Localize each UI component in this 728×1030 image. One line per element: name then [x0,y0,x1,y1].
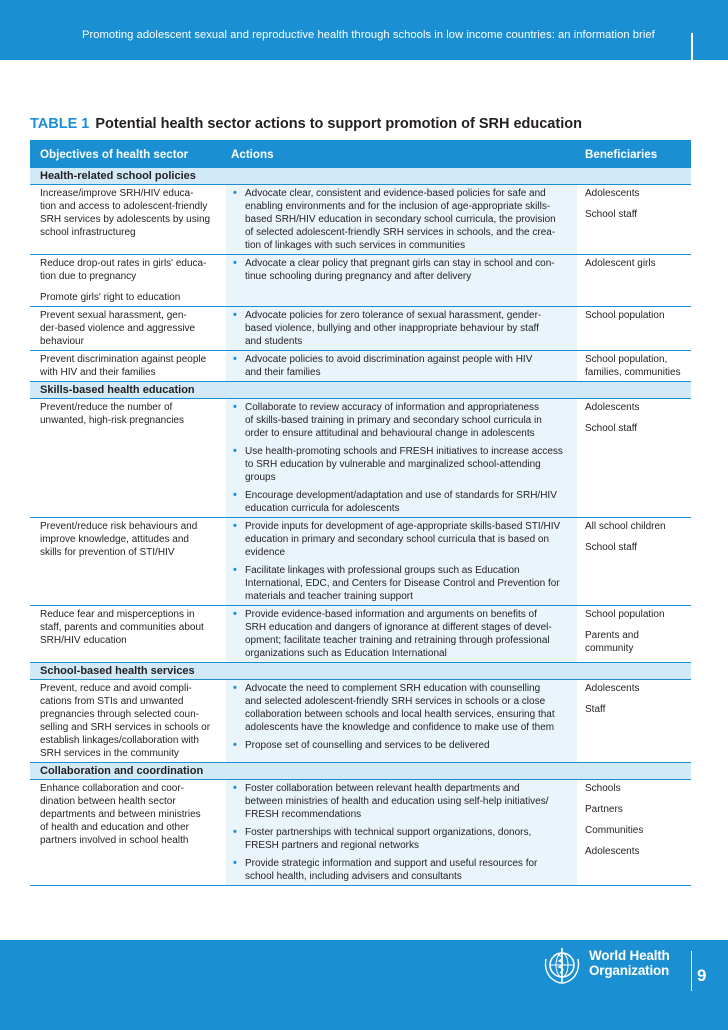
page-number: 9 [697,966,707,985]
section-heading: Collaboration and coordination [30,762,691,779]
action-line: and their families [245,367,321,378]
objective-line: SRH/HIV education [40,635,127,646]
table-row [30,254,691,306]
beneficiary: Adolescents [585,188,640,199]
beneficiaries-cell [577,351,691,381]
action-item [231,826,573,852]
bullet-icon: • [233,445,237,457]
footer-divider [691,951,692,991]
table-label: TABLE 1 [30,116,90,132]
objective-cell [30,307,226,350]
action-line: Collaborate to review accuracy of information and appropriateness [245,402,540,413]
action-text [245,782,573,821]
table-row [30,184,691,254]
beneficiaries-cell [577,307,691,350]
action-line: materials and teacher training support [245,591,413,602]
table-row [30,517,691,605]
bullet-icon: • [233,309,237,321]
action-line: education curricula for adolescents [245,503,400,514]
section-heading: School-based health services [30,662,691,679]
objective-line: Reduce fear and misperceptions in [40,609,195,620]
objective-line: with HIV and their families [40,367,156,378]
action-line: school health, including advisers and consultants [245,871,462,882]
actions-cell [226,255,577,306]
objective-line: staff, parents and communities about [40,622,204,633]
action-text [245,353,573,379]
who-emblem-icon [542,945,582,985]
table-bottom-rule [30,885,691,886]
action-line: Foster partnerships with technical support organizations, donors, [245,827,532,838]
beneficiaries-cell [577,255,691,306]
action-line: of skills-based training in primary and secondary school curricula in [245,415,542,426]
action-item [231,489,573,515]
action-line: organizations such as Education International [245,648,447,659]
table-body [30,167,691,885]
bullet-icon: • [233,257,237,269]
action-line: Advocate a clear policy that pregnant girls can stay in school and con- [245,258,555,269]
action-line: tinue schooling during pregnancy and after delivery [245,271,472,282]
objective-line: skills for prevention of STI/HIV [40,547,175,558]
action-line: Facilitate linkages with professional groups such as Education [245,565,520,576]
action-line: Provide evidence-based information and arguments on benefits of [245,609,537,620]
table-row [30,398,691,517]
action-line: between ministries of health and education using self-help initiatives/ [245,796,549,807]
objective-cell [30,185,226,254]
objective-line: SRH services in the community [40,748,179,759]
action-text [245,520,573,559]
action-item [231,782,573,821]
objective-line: of health and education and other [40,822,190,833]
beneficiaries-cell [577,399,691,517]
objective-line: Reduce drop-out rates in girls' educa- [40,258,207,269]
bullet-icon: • [233,782,237,794]
header-divider [691,33,693,60]
column-header-actions: Actions [231,148,274,161]
action-line: Use health-promoting schools and FRESH initiatives to increase access [245,446,563,457]
objective-cell [30,255,226,306]
objective-cell [30,780,226,885]
org-name [589,948,670,978]
objective-line: dination between health sector [40,796,176,807]
objective-line: Enhance collaboration and coor- [40,783,184,794]
beneficiaries-cell [577,680,691,762]
org-name-line-1: World Health [589,948,670,963]
beneficiary: Staff [585,704,606,715]
action-text [245,187,573,252]
beneficiary: School staff [585,209,638,220]
table-row [30,679,691,762]
action-item [231,564,573,603]
bullet-icon: • [233,520,237,532]
action-line: adolescents have the knowledge and confidence to make use of them [245,722,555,733]
action-text [245,826,573,852]
objective-cell [30,606,226,662]
objective-line: tion and access to adolescent-friendly [40,201,208,212]
beneficiary: Adolescents [585,402,640,413]
objective-cell [30,518,226,605]
actions-cell [226,518,577,605]
beneficiaries-cell [577,185,691,254]
table-caption [30,115,582,133]
objective-line: pregnancies through selected coun- [40,709,199,720]
objective-line: Prevent discrimination against people [40,354,207,365]
action-line: Advocate the need to complement SRH education with counselling [245,683,541,694]
beneficiary: Parents and community [585,630,639,654]
action-item [231,257,573,283]
objective-line: Prevent/reduce risk behaviours and [40,521,198,532]
objective-line: establish linkages/collaboration with [40,735,199,746]
beneficiary: Adolescent girls [585,258,656,269]
section-heading: Health-related school policies [30,167,691,184]
action-line: FRESH partners and regional networks [245,840,419,851]
objective-line: improve knowledge, attitudes and [40,534,189,545]
objective-line: Prevent/reduce the number of [40,402,173,413]
action-line: groups [245,472,276,483]
actions-cell [226,399,577,517]
actions-cell [226,680,577,762]
objective-line: school infrastructureg [40,227,136,238]
bullet-icon: • [233,739,237,751]
beneficiary: School staff [585,423,638,434]
action-line: collaboration between schools and local health services, ensuring that [245,709,555,720]
beneficiary: All school children [585,521,666,532]
action-text [245,564,573,603]
action-line: FRESH recommendations [245,809,362,820]
bullet-icon: • [233,608,237,620]
action-line: based violence, bullying and other inappropriate behaviour by staff [245,323,539,334]
action-line: evidence [245,547,286,558]
beneficiaries-cell [577,780,691,885]
actions-cell [226,606,577,662]
action-line: education in primary and secondary school curricula that is based on [245,534,550,545]
action-item [231,309,573,348]
action-line: order to ensure attitudinal and behavioural change in adolescents [245,428,535,439]
column-header-beneficiaries: Beneficiaries [585,148,658,161]
action-line: tion of linkages with such services in communities [245,240,466,251]
objective-extra: Promote girls' right to education [40,292,181,303]
action-text [245,608,573,660]
beneficiary: School staff [585,542,638,553]
objective-line: tion due to pregnancy [40,271,137,282]
action-item [231,353,573,379]
actions-cell [226,307,577,350]
actions-cell [226,351,577,381]
objective-line: Prevent, reduce and avoid compli- [40,683,192,694]
action-text [245,489,573,515]
objective-line: unwanted, high-risk pregnancies [40,415,184,426]
beneficiaries-cell [577,518,691,605]
bullet-icon: • [233,826,237,838]
action-item [231,739,573,752]
actions-cell [226,780,577,885]
actions-cell [226,185,577,254]
beneficiaries-cell [577,606,691,662]
beneficiary: Schools [585,783,621,794]
action-text [245,857,573,883]
action-item [231,445,573,484]
column-header-objectives: Objectives of health sector [40,148,189,161]
action-line: Encourage development/adaptation and use of standards for SRH/HIV [245,490,557,501]
objective-line: der-based violence and aggressive [40,323,196,334]
table-row [30,605,691,662]
actions-table [30,140,691,886]
table-row [30,306,691,350]
action-line: of selected adolescent-friendly SRH services in schools, and the crea- [245,227,556,238]
action-item [231,857,573,883]
action-item [231,520,573,559]
objective-cell [30,399,226,517]
objective-line: Prevent sexual harassment, gen- [40,310,187,321]
bullet-icon: • [233,682,237,694]
action-text [245,682,573,734]
action-text [245,445,573,484]
bullet-icon: • [233,564,237,576]
action-line: Advocate clear, consistent and evidence-based policies for safe and [245,188,546,199]
action-line: Advocate policies for zero tolerance of sexual harassment, gender- [245,310,542,321]
action-line: SRH education and dangers of ignorance at different stages of devel- [245,622,552,633]
table-header-row [30,140,691,167]
section-heading: Skills-based health education [30,381,691,398]
table-title: Potential health sector actions to support promotion of SRH education [95,116,582,132]
action-item [231,682,573,734]
objective-line: Increase/improve SRH/HIV educa- [40,188,194,199]
bullet-icon: • [233,353,237,365]
header-band [0,0,728,60]
action-line: and students [245,336,303,347]
objective-line: SRH services by adolescents by using [40,214,211,225]
beneficiary: School population, families, communities [585,354,681,378]
bullet-icon: • [233,489,237,501]
action-item [231,608,573,660]
table-row [30,779,691,885]
action-line: opment; facilitate teacher training and retraining through professional [245,635,550,646]
org-name-line-2: Organization [589,963,670,978]
action-text [245,739,573,752]
action-text [245,309,573,348]
bullet-icon: • [233,187,237,199]
action-line: Foster collaboration between relevant health departments and [245,783,520,794]
bullet-icon: • [233,857,237,869]
beneficiary: School population [585,609,665,620]
action-line: Advocate policies to avoid discrimination against people with HIV [245,354,533,365]
action-line: Propose set of counselling and services to be delivered [245,740,490,751]
action-line: to SRH education by vulnerable and marginalized school-attending [245,459,541,470]
objective-line: selling and SRH services in schools or [40,722,211,733]
beneficiary: Communities [585,825,644,836]
running-header: Promoting adolescent sexual and reproductive health through schools in low income countries: an information brief [82,29,655,41]
objective-line: departments and between ministries [40,809,201,820]
bullet-icon: • [233,401,237,413]
action-line: International, EDC, and Centers for Disease Control and Prevention for [245,578,560,589]
action-line: and selected adolescent-friendly SRH services in schools or a close [245,696,546,707]
objective-cell [30,351,226,381]
action-item [231,401,573,440]
action-line: based SRH/HIV education in secondary school curricula, the provision [245,214,556,225]
beneficiary: Adolescents [585,846,640,857]
action-item [231,187,573,252]
action-text [245,257,573,283]
action-line: Provide strategic information and support and useful resources for [245,858,538,869]
objective-line: behaviour [40,336,84,347]
action-line: enabling environments and for the inclusion of age-appropriate skills- [245,201,551,212]
action-line: Provide inputs for development of age-appropriate skills-based STI/HIV [245,521,561,532]
objective-line: partners involved in school health [40,835,189,846]
beneficiary: Adolescents [585,683,640,694]
action-text [245,401,573,440]
objective-line: cations from STIs and unwanted [40,696,184,707]
objective-cell [30,680,226,762]
table-row [30,350,691,381]
beneficiary: Partners [585,804,623,815]
beneficiary: School population [585,310,665,321]
